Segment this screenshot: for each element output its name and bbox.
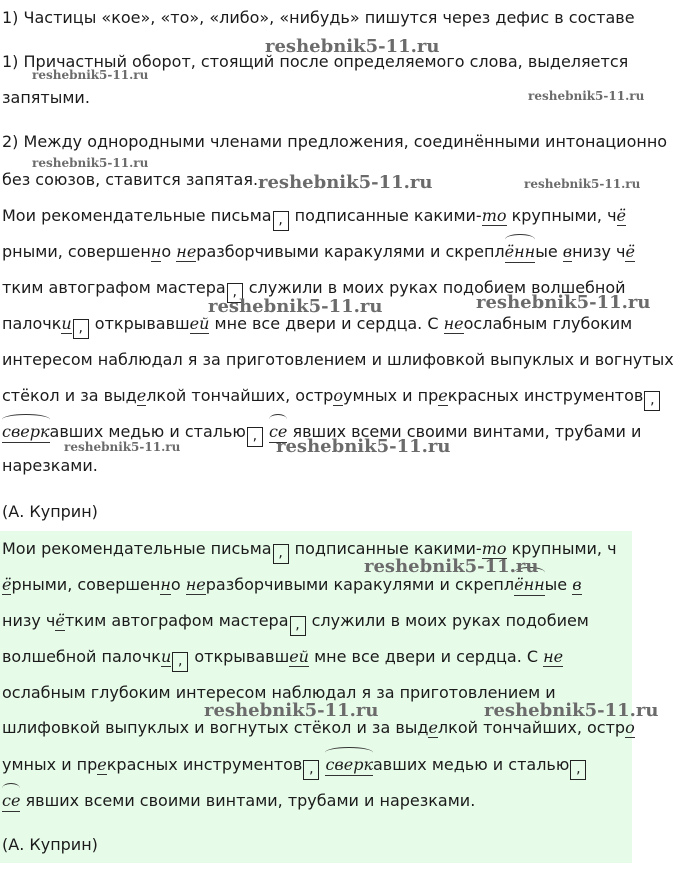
text1-line8: нарезками. <box>2 456 98 475</box>
text1-author: (А. Куприн) <box>2 502 98 521</box>
text2-line1: Мои рекомендательные письма , подписанные какими-то крупными, ч <box>2 539 617 564</box>
rule-particles: 1) Частицы «кое», «то», «либо», «нибудь» пишутся через дефис в составе <box>2 8 635 27</box>
watermark: reshebnik5-11.ru <box>524 177 641 191</box>
text2-line7: умных и прекрасных инструментов , сверкавших медью и сталью , <box>2 755 587 780</box>
watermark: reshebnik5-11.ru <box>265 36 440 57</box>
text2-line5: ослабным глубоким интересом наблюдал я за приготовлением и <box>2 683 556 702</box>
watermark: reshebnik5-11.ru <box>276 436 451 457</box>
watermark: reshebnik5-11.ru <box>64 440 181 454</box>
rule-participle-line2: запятыми. <box>2 88 90 107</box>
text2-author: (А. Куприн) <box>2 835 98 854</box>
text1-line6: стёкол и за выделкой тончайших, остроумных и прекрасных инструментов , <box>2 386 661 411</box>
text2-line8: се явших всеми своими винтами, трубами и нарезками. <box>2 791 476 810</box>
comma-box: , <box>247 427 263 447</box>
text1-line2: рными, совершенно неразборчивыми каракулями и скреплённые внизу чё <box>2 242 635 261</box>
text1-line3: тким автографом мастера , служили в моих руках подобием волшебной <box>2 278 626 303</box>
text1-line7: сверкавших медью и сталью , се явших всеми своими винтами, трубами и <box>2 422 641 447</box>
watermark: reshebnik5-11.ru <box>32 156 149 170</box>
watermark: reshebnik5-11.ru <box>528 89 645 103</box>
rule-homogeneous-line2: без союзов, ставится запятая. <box>2 170 259 189</box>
comma-box: , <box>73 319 89 339</box>
comma-box: , <box>290 616 306 636</box>
text1-line5: интересом наблюдал я за приготовлением и шлифовкой выпуклых и вогнутых <box>2 350 674 369</box>
text2-line4: волшебной палочки , открывавшей мне все двери и сердца. С не <box>2 647 563 672</box>
text1-line4: палочки , открывавшей мне все двери и сердца. С неослабным глубоким <box>2 314 632 339</box>
text2-line6: шлифовкой выпуклых и вогнутых стёкол и за выделкой тончайших, остро <box>2 718 635 737</box>
watermark: reshebnik5-11.ru <box>484 700 659 721</box>
rule-participle-line1: 1) Причастный оборот, стоящий после определяемого слова, выделяется <box>2 52 629 71</box>
text1-line1: Мои рекомендательные письма , подписанные какими-то крупными, чё <box>2 206 626 231</box>
text2-line3: низу чётким автографом мастера , служили в моих руках подобием <box>2 611 589 636</box>
comma-box: , <box>303 760 319 780</box>
comma-box: , <box>172 652 188 672</box>
watermark: reshebnik5-11.ru <box>204 700 379 721</box>
text2-line2: ёрными, совершенно неразборчивыми каракулями и скреплённые в <box>2 575 582 594</box>
comma-box: , <box>570 760 586 780</box>
watermark: reshebnik5-11.ru <box>208 296 383 317</box>
comma-box: , <box>227 283 243 303</box>
comma-box: , <box>273 544 289 564</box>
watermark: reshebnik5-11.ru <box>364 556 539 577</box>
rule-homogeneous-line1: 2) Между однородными членами предложения, соединёнными интонационно <box>2 132 668 151</box>
comma-box: , <box>644 391 660 411</box>
comma-box: , <box>273 211 289 231</box>
watermark: reshebnik5-11.ru <box>258 172 433 193</box>
watermark: reshebnik5-11.ru <box>476 292 651 313</box>
watermark: reshebnik5-11.ru <box>32 68 149 82</box>
